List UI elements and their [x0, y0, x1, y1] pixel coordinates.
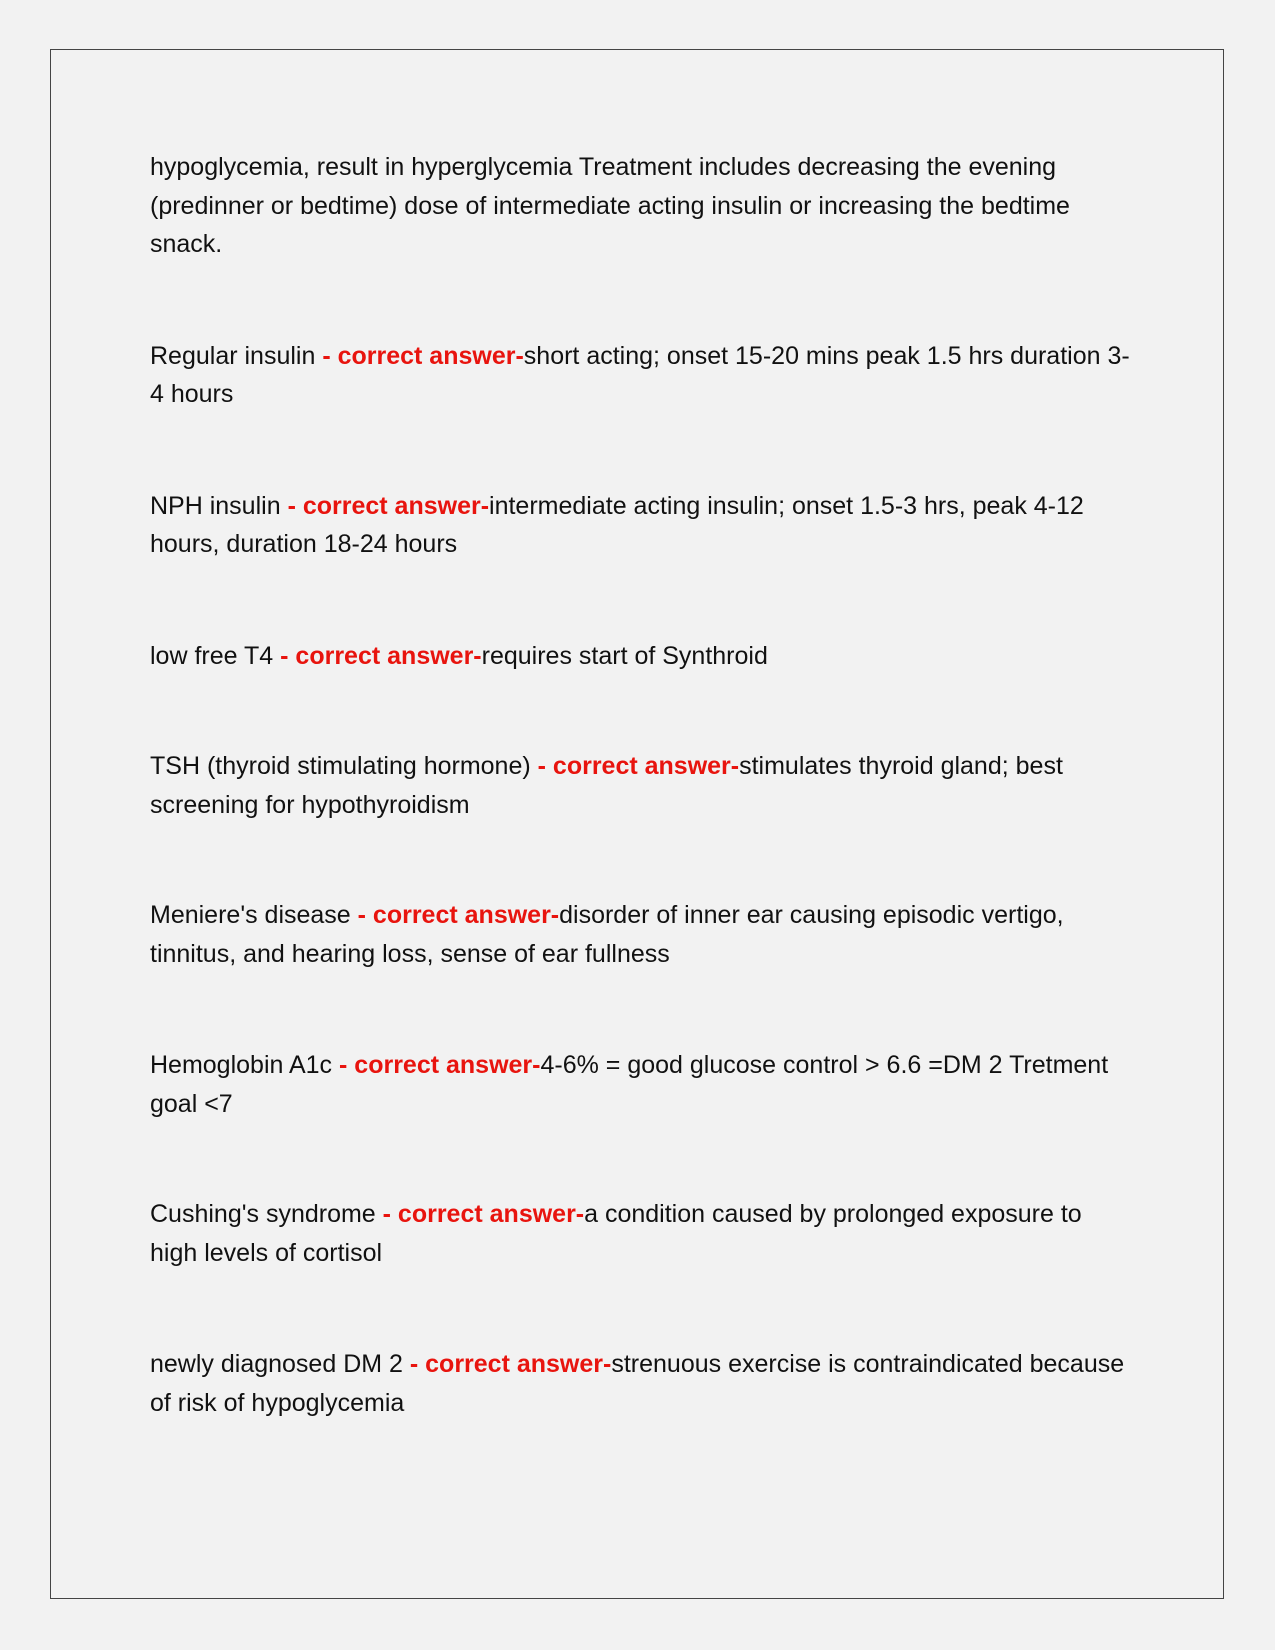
entry-low-free-t4	[150, 637, 1130, 676]
entry-term: TSH (thyroid stimulating hormone)	[150, 752, 538, 780]
entry-answer: requires start of Synthroid	[481, 641, 768, 670]
correct-answer-separator: - correct answer-	[339, 1051, 541, 1079]
spacer	[150, 564, 1130, 636]
entry-term: Hemoglobin A1c	[150, 1051, 340, 1079]
entry-answer: disorder of inner ear causing episodic vertigo, tinnitus, and hearing loss, sense of ear fullness	[150, 901, 1064, 968]
correct-answer-separator: - correct answer-	[537, 752, 740, 780]
correct-answer-separator: - correct answer-	[409, 1350, 612, 1378]
entry-answer: strenuous exercise is contraindicated because of risk of hypoglycemia	[150, 1350, 1125, 1417]
spacer	[150, 675, 1130, 747]
entry-term: low free T4	[150, 641, 281, 670]
spacer	[150, 973, 1130, 1045]
spacer	[150, 1272, 1130, 1344]
document-body	[150, 148, 1130, 1422]
entry-term: Regular insulin	[150, 341, 323, 370]
intro-paragraph: hypoglycemia, result in hyperglycemia Treatment includes decreasing the evening (predinner or bedtime) dose of intermediate acting insulin or increasing the bedtime snack.	[150, 153, 1070, 258]
correct-answer-separator: - correct answer-	[357, 901, 560, 929]
entry-term: Meniere's disease	[150, 901, 358, 929]
entry-answer: short acting; onset 15-20 mins peak 1.5 hrs duration 3-4 hours	[150, 341, 1130, 408]
entry-nph-insulin	[150, 487, 1130, 564]
spacer	[150, 414, 1130, 486]
entry-answer: 4-6% = good glucose control > 6.6 =DM 2 Tretment goal <7	[150, 1051, 1109, 1118]
entry-newly-diagnosed-dm2	[150, 1345, 1130, 1422]
entry-term: Cushing's syndrome	[150, 1200, 383, 1228]
spacer	[150, 1123, 1130, 1195]
entry-term: newly diagnosed DM 2	[150, 1350, 410, 1378]
spacer	[150, 824, 1130, 896]
correct-answer-separator: - correct answer-	[287, 491, 490, 520]
entry-answer: stimulates thyroid gland; best screening for hypothyroidism	[150, 752, 1063, 819]
entry-term: NPH insulin	[150, 491, 288, 520]
entry-tsh	[150, 747, 1130, 824]
correct-answer-separator: - correct answer-	[382, 1200, 585, 1228]
entry-hemoglobin-a1c	[150, 1046, 1130, 1123]
spacer	[150, 264, 1130, 336]
correct-answer-separator: - correct answer-	[280, 641, 482, 670]
entry-menieres-disease	[150, 896, 1130, 973]
entry-cushings-syndrome	[150, 1195, 1130, 1272]
entry-regular-insulin	[150, 337, 1130, 414]
entry-answer: a condition caused by prolonged exposure to high levels of cortisol	[150, 1200, 1082, 1267]
entry-answer: intermediate acting insulin; onset 1.5-3 hrs, peak 4-12 hours, duration 18-24 hours	[150, 491, 1084, 558]
correct-answer-separator: - correct answer-	[322, 341, 524, 370]
